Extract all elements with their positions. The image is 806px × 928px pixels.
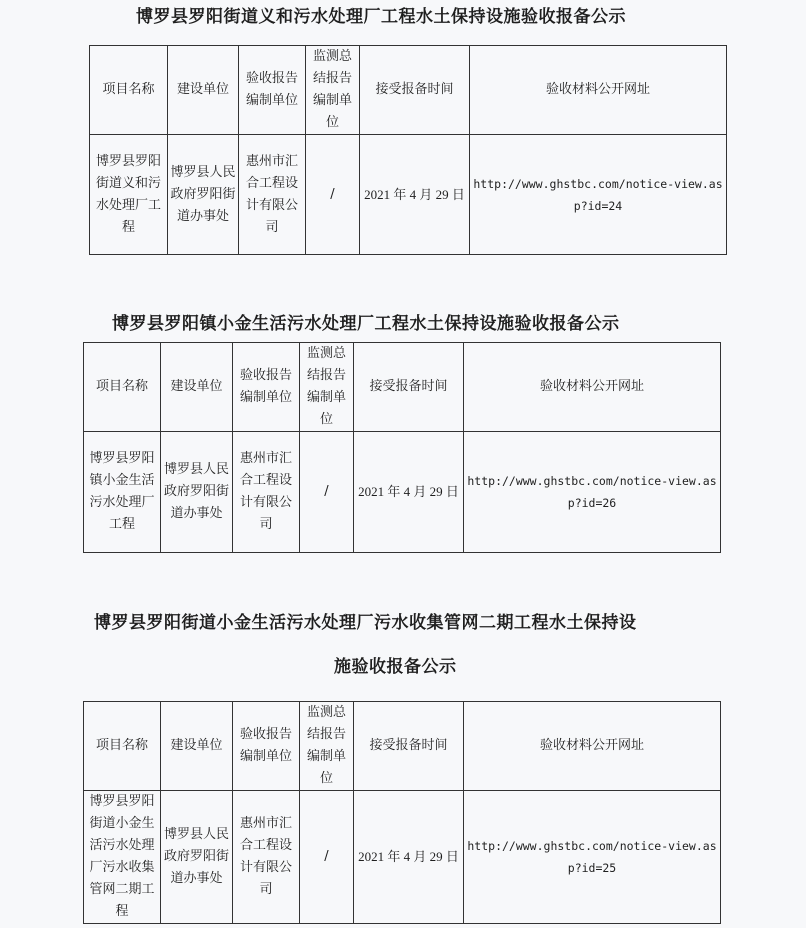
cell-project: 博罗县罗阳镇小金生活污水处理厂工程 — [84, 432, 161, 553]
header-report-unit: 验收报告编制单位 — [239, 46, 306, 135]
table-header-row — [90, 46, 727, 135]
cell-monitor-unit: / — [306, 135, 360, 255]
cell-report-unit: 惠州市汇合工程设计有限公司 — [239, 135, 306, 255]
notice-title: 博罗县罗阳镇小金生活污水处理厂工程水土保持设施验收报备公示 — [112, 314, 620, 334]
header-builder: 建设单位 — [168, 46, 239, 135]
header-project-name: 项目名称 — [84, 343, 161, 432]
header-date: 接受报备时间 — [360, 46, 470, 135]
header-report-unit: 验收报告编制单位 — [233, 343, 300, 432]
header-monitor-unit: 监测总结报告编制单位 — [300, 702, 354, 791]
table-header-row — [84, 343, 721, 432]
cell-project: 博罗县罗阳街道义和污水处理厂工程 — [90, 135, 168, 255]
header-monitor-unit: 监测总结报告编制单位 — [300, 343, 354, 432]
table-row — [84, 432, 721, 553]
header-date: 接受报备时间 — [354, 702, 464, 791]
notice-table — [83, 701, 721, 924]
cell-date: 2021 年 4 月 29 日 — [354, 432, 464, 553]
cell-url-link[interactable]: http://www.ghstbc.com/notice-view.asp?id=25 — [464, 791, 721, 924]
cell-project: 博罗县罗阳街道小金生活污水处理厂污水收集管网二期工程 — [84, 791, 161, 924]
cell-monitor-unit: / — [300, 432, 354, 553]
header-project-name: 项目名称 — [84, 702, 161, 791]
cell-builder: 博罗县人民政府罗阳街道办事处 — [161, 432, 233, 553]
header-url: 验收材料公开网址 — [470, 46, 727, 135]
header-date: 接受报备时间 — [354, 343, 464, 432]
header-url: 验收材料公开网址 — [464, 343, 721, 432]
cell-url-link[interactable]: http://www.ghstbc.com/notice-view.asp?id=26 — [464, 432, 721, 553]
notice-table — [89, 45, 727, 255]
notice-title: 博罗县罗阳街道小金生活污水处理厂污水收集管网二期工程水土保持设 — [94, 613, 637, 633]
table-header-row — [84, 702, 721, 791]
cell-report-unit: 惠州市汇合工程设计有限公司 — [233, 432, 300, 553]
header-url: 验收材料公开网址 — [464, 702, 721, 791]
table-row — [90, 135, 727, 255]
header-project-name: 项目名称 — [90, 46, 168, 135]
cell-url-link[interactable]: http://www.ghstbc.com/notice-view.asp?id=24 — [470, 135, 727, 255]
cell-report-unit: 惠州市汇合工程设计有限公司 — [233, 791, 300, 924]
header-monitor-unit: 监测总结报告编制单位 — [306, 46, 360, 135]
header-report-unit: 验收报告编制单位 — [233, 702, 300, 791]
cell-builder: 博罗县人民政府罗阳街道办事处 — [161, 791, 233, 924]
notice-table — [83, 342, 721, 553]
header-builder: 建设单位 — [161, 702, 233, 791]
cell-date: 2021 年 4 月 29 日 — [354, 791, 464, 924]
cell-monitor-unit: / — [300, 791, 354, 924]
header-builder: 建设单位 — [161, 343, 233, 432]
cell-builder: 博罗县人民政府罗阳街道办事处 — [168, 135, 239, 255]
notice-title: 博罗县罗阳街道义和污水处理厂工程水土保持设施验收报备公示 — [136, 7, 626, 27]
table-row — [84, 791, 721, 924]
notice-title-continued: 施验收报备公示 — [334, 657, 457, 677]
cell-date: 2021 年 4 月 29 日 — [360, 135, 470, 255]
